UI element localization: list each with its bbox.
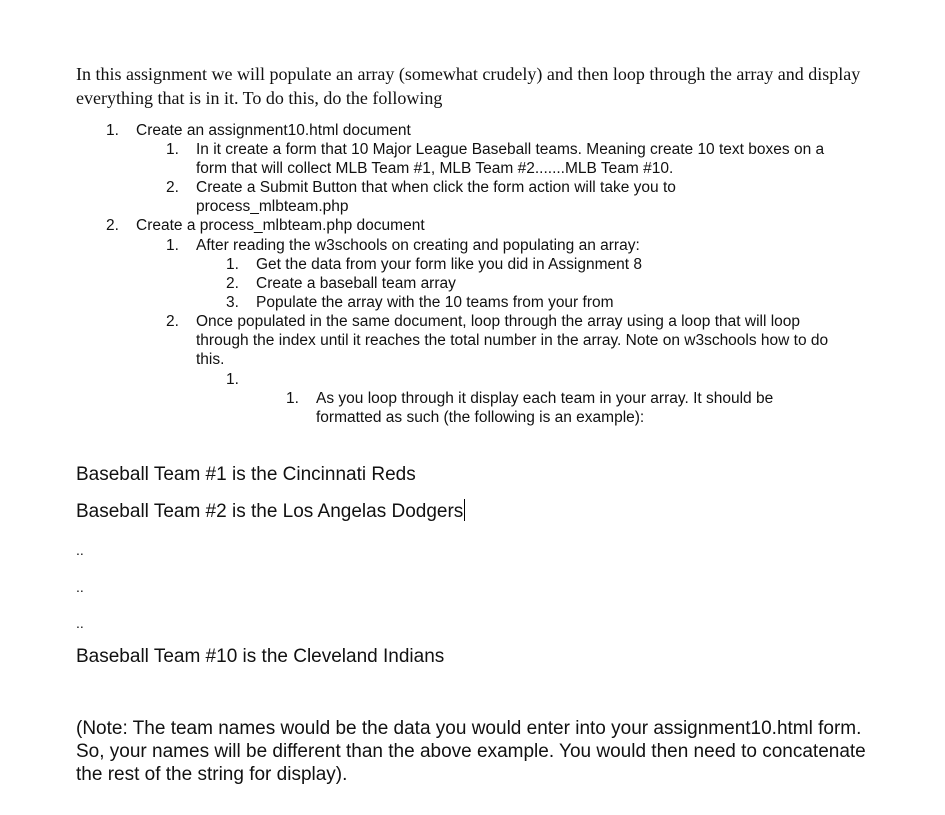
- example-line-2[interactable]: [76, 499, 465, 524]
- list-item-text: Create a baseball team array: [256, 275, 456, 292]
- text-cursor: [464, 499, 465, 521]
- ellipsis-1: ..: [76, 542, 84, 558]
- list-item-text: Once populated in the same document, loop through the array using a loop that will loop through the index until it reaches the total number in the array. Note on w3schools how to do this.: [196, 313, 829, 368]
- list-number: 2.: [166, 313, 179, 330]
- intro-paragraph: In this assignment we will populate an array (somewhat crudely) and then loop through the array and display everything that is in it. To do this, do the following: [76, 64, 861, 108]
- list-item-text: Create an assignment10.html document: [136, 122, 411, 139]
- ellipsis-2: ..: [76, 579, 84, 595]
- note-paragraph: (Note: The team names would be the data you would enter into your assignment10.html form. So, your names will be different than the above example. You would then need to concatenate the rest of the string for display).: [76, 718, 866, 785]
- example-line-2-text: Baseball Team #2 is the Los Angelas Dodgers: [76, 501, 464, 522]
- list-item-text: Get the data from your form like you did in Assignment 8: [256, 256, 642, 273]
- example-line-10: Baseball Team #10 is the Cleveland Indians: [76, 646, 445, 667]
- list-number: 1.: [166, 141, 179, 158]
- example-line-1: Baseball Team #1 is the Cincinnati Reds: [76, 464, 416, 485]
- list-item-text: In it create a form that 10 Major League Baseball teams. Meaning create 10 text boxes on a form that will collect MLB Team #1, MLB Team #2.......MLB Team #10.: [196, 141, 825, 177]
- list-item-text: Populate the array with the 10 teams from your from: [256, 294, 614, 311]
- list-number: 1.: [226, 256, 239, 273]
- list-item-text: Create a process_mlbteam.php document: [136, 217, 425, 234]
- list-number: 1.: [226, 371, 239, 388]
- list-number: 2.: [106, 217, 119, 234]
- list-number: 1.: [106, 122, 119, 139]
- list-item-text: Create a Submit Button that when click the form action will take you to process_mlbteam.php: [196, 179, 676, 215]
- list-number: 1.: [166, 237, 179, 254]
- list-number: 3.: [226, 294, 239, 311]
- list-number: 2.: [226, 275, 239, 292]
- ellipsis-3: ..: [76, 615, 84, 631]
- list-item-text: After reading the w3schools on creating and populating an array:: [196, 237, 640, 254]
- list-item-text: As you loop through it display each team in your array. It should be formatted as such (the following is an example):: [316, 390, 774, 426]
- list-number: 1.: [286, 390, 299, 407]
- list-number: 2.: [166, 179, 179, 196]
